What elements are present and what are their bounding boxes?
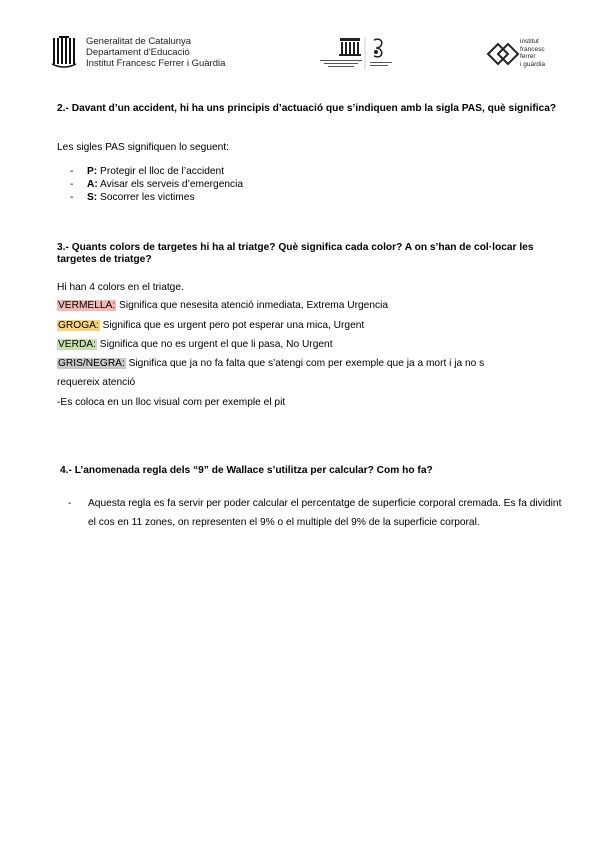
generalitat-logo-icon	[52, 36, 76, 68]
list-text: Protegir el lloc de l’accident	[97, 166, 225, 177]
list-item	[70, 192, 195, 204]
triage-placement: -Es coloca en un lloc visual com per exemple el pit	[57, 397, 286, 408]
list-dash: -	[70, 166, 74, 177]
generalitat-text	[86, 36, 225, 69]
triage-text-green: Significa que no es urgent el que li pasa, No Urgent	[96, 339, 333, 350]
triage-text-yellow: Significa que es urgent pero pot esperar una mica, Urgent	[99, 320, 365, 331]
triage-color-green	[57, 339, 333, 351]
institut-text	[520, 38, 545, 68]
triage-color-red	[57, 300, 388, 312]
list-dash: -	[70, 179, 74, 190]
institut-line-4: i guàrdia	[520, 60, 545, 68]
generalitat-line-2: Departament d'Educació	[86, 47, 190, 58]
list-key: A:	[87, 179, 98, 190]
question-2-intro: Les sigles PAS signifiquen lo seguent:	[57, 142, 229, 153]
institut-line-3: ferrer	[520, 53, 536, 60]
list-text: Avisar els serveis d’emergencia	[97, 179, 244, 190]
generalitat-line-1: Generalitat de Catalunya	[86, 36, 192, 47]
triage-label-yellow: GROGA:	[58, 320, 99, 331]
triage-color-gray	[57, 358, 484, 370]
institut-line-1: institut	[520, 38, 539, 45]
triage-gray-continuation: requereix atenció	[57, 377, 136, 388]
list-dash: -	[68, 498, 72, 509]
triage-text-gray: Significa que ja no fa falta que s’atengi com per exemple que ja a mort i ja no s	[125, 358, 485, 369]
page-header	[0, 30, 600, 78]
question-4-answer: Aquesta regla es fa servir per poder calcular el percentatge de superficie corporal cremada. Es fa dividint el cos en 11 zones, on representen el 9% o el multiple del 9% de la superficie corporal.	[88, 498, 562, 528]
list-dash: -	[70, 192, 74, 203]
unesco-logo-icon	[318, 34, 398, 74]
triage-label-gray: GRIS/NEGRA:	[58, 358, 125, 369]
triage-color-yellow	[57, 320, 364, 332]
question-3-title: 3.- Quants colors de targetes hi ha al triatge? Què significa cada color? A on s’han de col·locar les targetes de triatge?	[57, 242, 534, 265]
list-item	[70, 166, 224, 178]
triage-label-red: VERMELLA:	[58, 300, 116, 311]
institut-line-2: francesc	[520, 45, 545, 53]
list-key: S:	[87, 192, 98, 203]
generalitat-line-3: Institut Francesc Ferrer i Guàrdia	[86, 58, 226, 69]
list-key: P:	[87, 166, 98, 177]
question-4-title: 4.- L’anomenada regla dels “9” de Wallace s’utilitza per calcular? Com ho fa?	[60, 465, 433, 476]
question-3-intro: Hi han 4 colors en el triatge.	[57, 282, 184, 293]
list-text: Socorrer les victimes	[97, 192, 195, 203]
triage-text-red: Significa que nesesita atenció inmediata, Extrema Urgencia	[116, 300, 389, 311]
triage-label-green: VERDA:	[58, 339, 96, 350]
question-2-title: 2.- Davant d’un accident, hi ha uns principis d’actuació que s’indiquen amb la sigla PAS, què significa?	[57, 103, 557, 114]
list-item	[70, 179, 243, 191]
